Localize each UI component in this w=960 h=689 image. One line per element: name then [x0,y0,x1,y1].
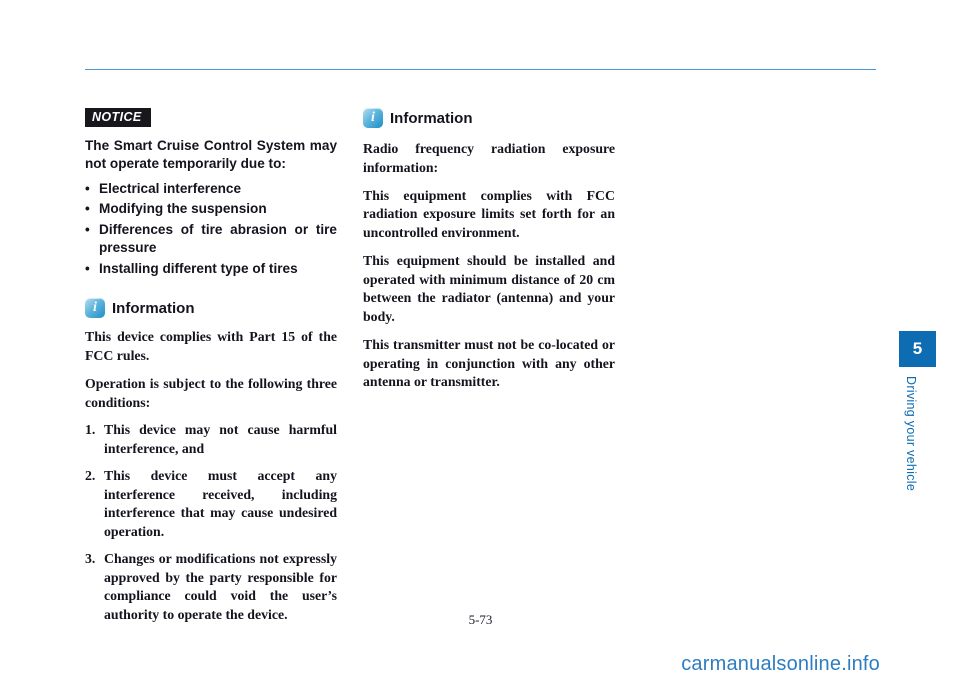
top-divider [85,69,876,70]
info-heading [363,108,615,128]
watermark: carmanualsonline.info [681,653,880,675]
item-number: 3. [85,550,96,566]
item-text: This device may not cause harmful interference, and [104,422,337,457]
info-icon-glyph: i [371,110,375,125]
paragraph: Radio frequency radiation exposure information: [363,141,615,175]
right-column [363,108,615,633]
bullet-text: Electrical interference [99,180,242,196]
item-text: This device must accept any interference received, including interference that may cause undesired operation. [104,467,337,540]
page-content [85,108,615,633]
paragraph: This equipment should be installed and operated with minimum distance of 20 cm between the radiator (antenna) and your body. [363,252,615,324]
chapter-tab: 5 [899,331,936,367]
list-item [85,421,337,459]
info-heading-label: Information [112,299,195,317]
page-number: 5-73 [468,612,493,627]
paragraph: Operation is subject to the following three conditions: [85,375,337,410]
info-icon-glyph: i [93,300,97,316]
bullet-marker: • [85,260,90,276]
bullet-marker: • [85,221,90,237]
list-item [85,260,337,278]
list-item [85,467,337,542]
paragraph: This equipment complies with FCC radiation exposure limits set forth for an uncontrolled environment. [363,187,615,240]
bullet-text: Differences of tire abrasion or tire pressure [99,221,337,256]
bullet-text: Installing different type of tires [99,260,298,276]
item-number: 2. [85,467,96,483]
bullet-marker: • [85,201,90,217]
item-text: Changes or modifications not expressly approved by the party responsible for compliance could void the user’s authority to operate the device. [104,550,337,623]
bullet-text: Modifying the suspension [99,201,267,217]
bullet-marker: • [85,180,90,196]
left-column [85,108,337,633]
info-icon [363,108,383,128]
list-item [85,200,337,218]
info-icon [85,298,105,318]
paragraph: This transmitter must not be co-located or operating in conjunction with any other antenna or transmitter. [363,336,615,390]
fcc-conditions-list [85,421,337,625]
info-heading-label: Information [390,109,473,127]
notice-bullet-list [85,180,337,278]
list-item [85,221,337,258]
notice-badge: NOTICE [85,108,151,127]
chapter-title-vertical: Driving your vehicle [904,376,918,492]
notice-intro: The Smart Cruise Control System may not operate temporarily due to: [85,138,337,172]
list-item [85,180,337,198]
item-number: 1. [85,422,96,438]
info-heading [85,298,337,318]
paragraph: This device complies with Part 15 of the FCC rules. [85,329,337,364]
